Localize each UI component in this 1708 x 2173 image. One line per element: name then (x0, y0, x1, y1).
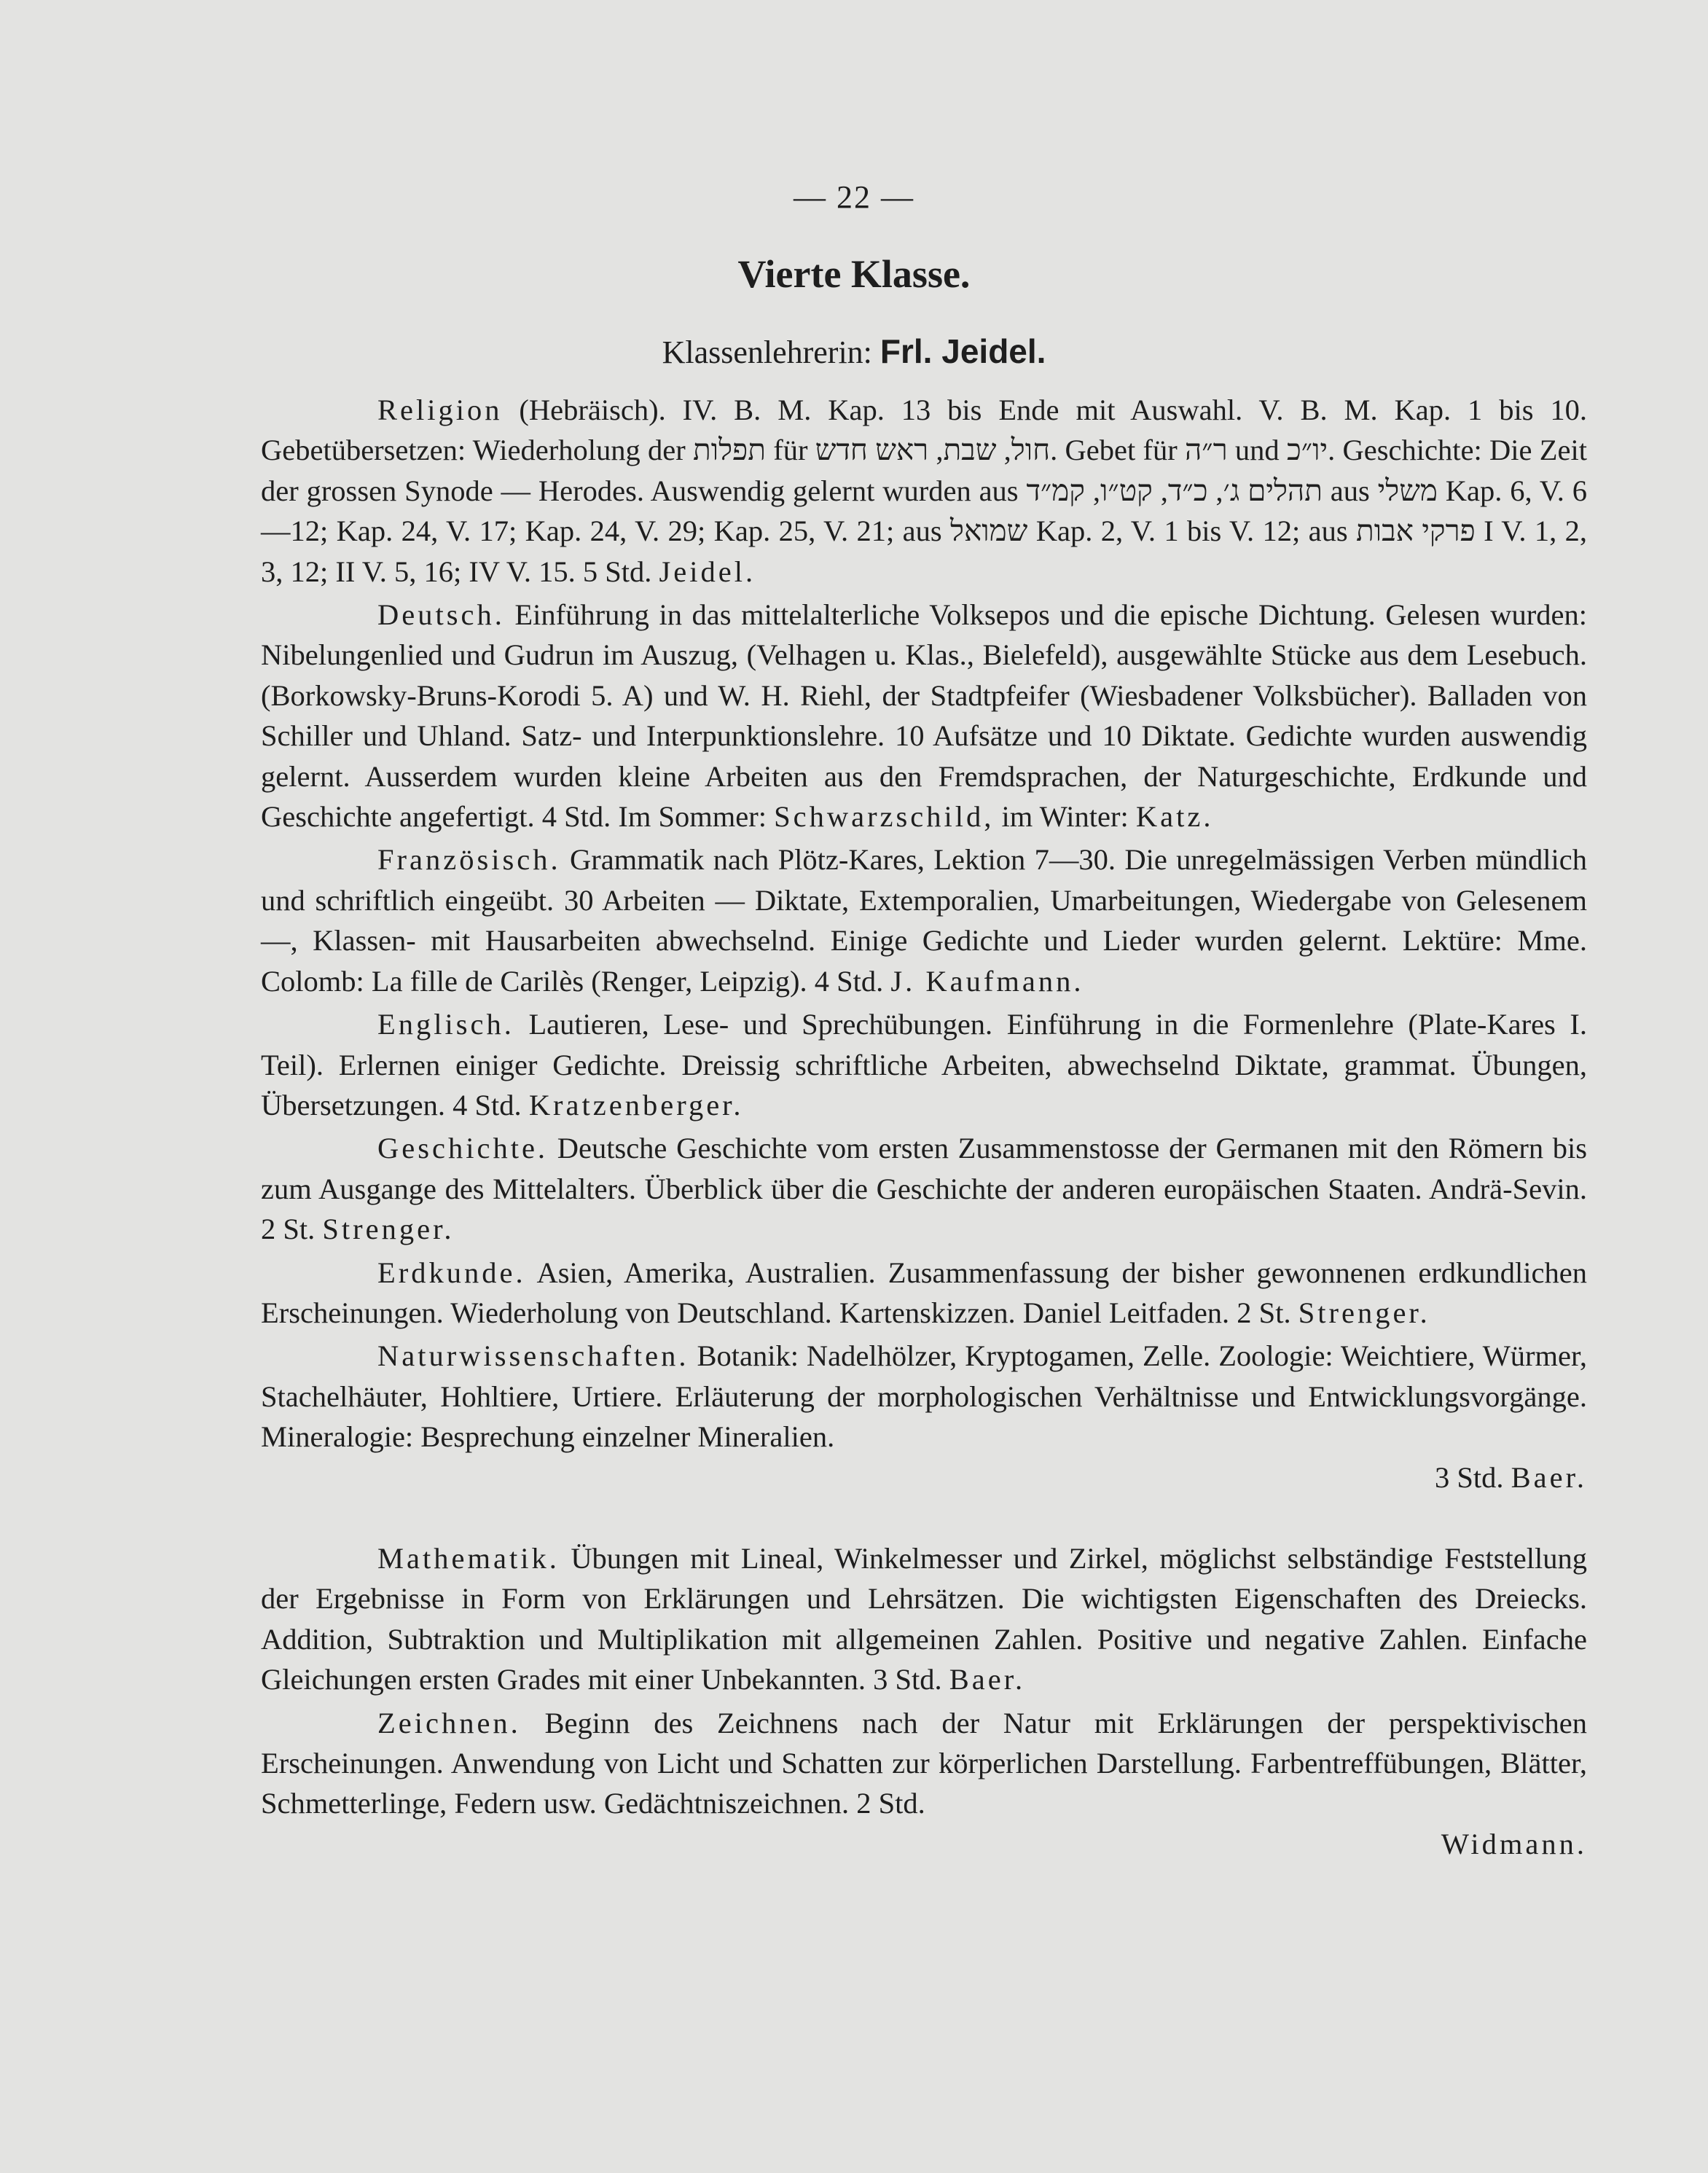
winter-label: im Winter: (1001, 800, 1129, 834)
section-erdkunde (261, 1253, 1587, 1334)
section-text-geschichte: Deutsche Geschichte vom ersten Zusammenstosse der Germanen mit den Römern bis zum Ausgange des Mittelalters. Überblick über die Geschichte der anderen europäischen Staaten. Andrä-Sevin. 2 St. (261, 1132, 1587, 1246)
section-text-deutsch: Einführung in das mittelalterliche Volksepos und die epische Dichtung. Gelesen wurden: Nibelungenlied und Gudrun im Auszug, (Velhagen u. Klas., Bielefeld), ausgewählte Stücke aus dem Lesebuch. (Borkowsky-Bruns-Korodi 5. A) und W. H. Riehl, der Stadtpfeifer (Wiesbadener Volksbücher). Balladen von Schiller und Uhland. Satz- und Interpunktionslehre. 10 Aufsätze und 10 Diktate. Gedichte wurden auswendig gelernt. Ausserdem wurden kleine Arbeiten aus den Fremdsprachen, der Naturgeschichte, Erdkunde und Geschichte angefertigt. 4 Std. Im Sommer: (261, 598, 1587, 834)
section-heading-erdkunde: Erdkunde. (377, 1256, 526, 1289)
section-heading-deutsch: Deutsch. (377, 598, 505, 632)
section-heading-naturwissenschaften: Naturwissenschaften. (377, 1339, 689, 1373)
teacher-deutsch-winter: Katz. (1135, 800, 1214, 834)
signature-zeichnen (261, 1824, 1587, 1864)
teacher-franzoesisch: J. Kaufmann. (890, 964, 1084, 998)
teacher-erdkunde: Strenger. (1298, 1296, 1430, 1329)
section-text-erdkunde: Asien, Amerika, Australien. Zusammenfassung der bisher gewonnenen erdkundlichen Erscheinungen. Wiederholung von Deutschland. Kartenskizzen. Daniel Leitfaden. 2 St. (261, 1256, 1588, 1329)
section-naturwissenschaften (261, 1336, 1587, 1457)
page-number: — 22 — (794, 179, 914, 215)
section-geschichte (261, 1128, 1587, 1249)
section-text-zeichnen: Beginn des Zeichnens nach der Natur mit Erklärungen der perspektivischen Erscheinungen. Anwendung von Licht und Schatten zur körperlichen Darstellung. Farbentreffübungen, Blätter, Schmetterlinge, Federn usw. Gedächtniszeichnen. 2 Std. (261, 1706, 1588, 1820)
section-heading-geschichte: Geschichte. (377, 1132, 549, 1165)
teacher-zeichnen: Widmann. (1441, 1827, 1587, 1860)
section-text-naturwissenschaften: Botanik: Nadelhölzer, Kryptogamen, Zelle. Zoologie: Weichtiere, Würmer, Stachelhäuter, Hohltiere, Urtiere. Erläuterung der morphologischen Verhältnisse und Entwicklungsvorgänge. Mineralogie: Besprechung einzelner Mineralien. (261, 1339, 1587, 1454)
section-zeichnen (261, 1703, 1587, 1824)
section-religion (261, 390, 1587, 592)
section-text-franzoesisch: Grammatik nach Plötz-Kares, Lektion 7—30. Die unregelmässigen Verben mündlich und schriftlich eingeübt. 30 Arbeiten — Diktate, Extemporalien, Umarbeitungen, Wiedergabe von Gelesenem —, Klassen- mit Hausarbeiten abwechselnd. Einige Gedichte und Lieder wurden gelernt. Lektüre: Mme. Colomb: La fille de Carilès (Renger, Leipzig). 4 Std. (261, 843, 1588, 998)
section-mathematik (261, 1538, 1587, 1700)
class-teacher-line (0, 332, 1708, 371)
teacher-naturwissenschaften: Baer. (1511, 1460, 1587, 1494)
teacher-geschichte: Strenger. (322, 1213, 455, 1246)
class-teacher-label: Klassenlehrerin: (662, 334, 872, 370)
section-text-religion: (Hebräisch). IV. B. M. Kap. 13 bis Ende mit Auswahl. V. B. M. Kap. 1 bis 10. Gebetübersetzen: Wiederholung der תפלות für חול, שבת, ראש חדש. Gebet für ר״ה und יו״כ. Geschichte: Die Zeit der grossen Synode — Herodes. Auswendig gelernt wurden aus תהלים ג׳, כ״ד, קט״ו, קמ״ד aus משלי Kap. 6, V. 6—12; Kap. 24, V. 17; Kap. 24, V. 29; Kap. 25, V. 21; aus שמואל Kap. 2, V. 1 bis V. 12; aus פרקי אבות I V. 1, 2, 3, 12; II V. 5, 16; IV V. 15. 5 Std. (261, 394, 1588, 588)
section-text-englisch: Lautieren, Lese- und Sprechübungen. Einführung in die Formenlehre (Plate-Kares I. Teil). Erlernen einiger Gedichte. Dreissig schriftliche Arbeiten, abwechselnd Diktate, grammat. Übungen, Übersetzungen. 4 Std. (261, 1008, 1587, 1121)
teacher-religion: Jeidel. (659, 555, 756, 588)
section-heading-mathematik: Mathematik. (377, 1541, 560, 1575)
section-deutsch (261, 595, 1587, 837)
teacher-deutsch-summer: Schwarzschild, (774, 800, 995, 834)
section-heading-englisch: Englisch. (377, 1008, 514, 1041)
teacher-mathematik: Baer. (949, 1663, 1026, 1696)
class-teacher-name: Frl. Jeidel. (880, 332, 1046, 370)
section-heading-zeichnen: Zeichnen. (377, 1706, 521, 1739)
section-heading-franzoesisch: Französisch. (377, 843, 561, 877)
hours-naturwissenschaften: 3 Std. (1435, 1460, 1504, 1494)
teacher-englisch: Kratzenberger. (528, 1088, 744, 1121)
section-text-mathematik: Übungen mit Lineal, Winkelmesser und Zirkel, möglichst selbständige Feststellung der Ergebnisse in Form von Erklärungen und Lehrsätzen. Die wichtigsten Eigenschaften des Dreiecks. Addition, Subtraktion und Multiplikation mit allgemeinen Zahlen. Positive und negative Zahlen. Einfache Gleichungen ersten Grades mit einer Unbekannten. 3 Std. (261, 1541, 1588, 1696)
section-englisch (261, 1004, 1587, 1125)
page-title: Vierte Klasse. (737, 252, 971, 296)
curriculum-body (261, 390, 1587, 1864)
section-franzoesisch (261, 839, 1587, 1001)
section-heading-religion: Religion (377, 394, 503, 426)
signature-naturwissenschaften (261, 1457, 1587, 1497)
